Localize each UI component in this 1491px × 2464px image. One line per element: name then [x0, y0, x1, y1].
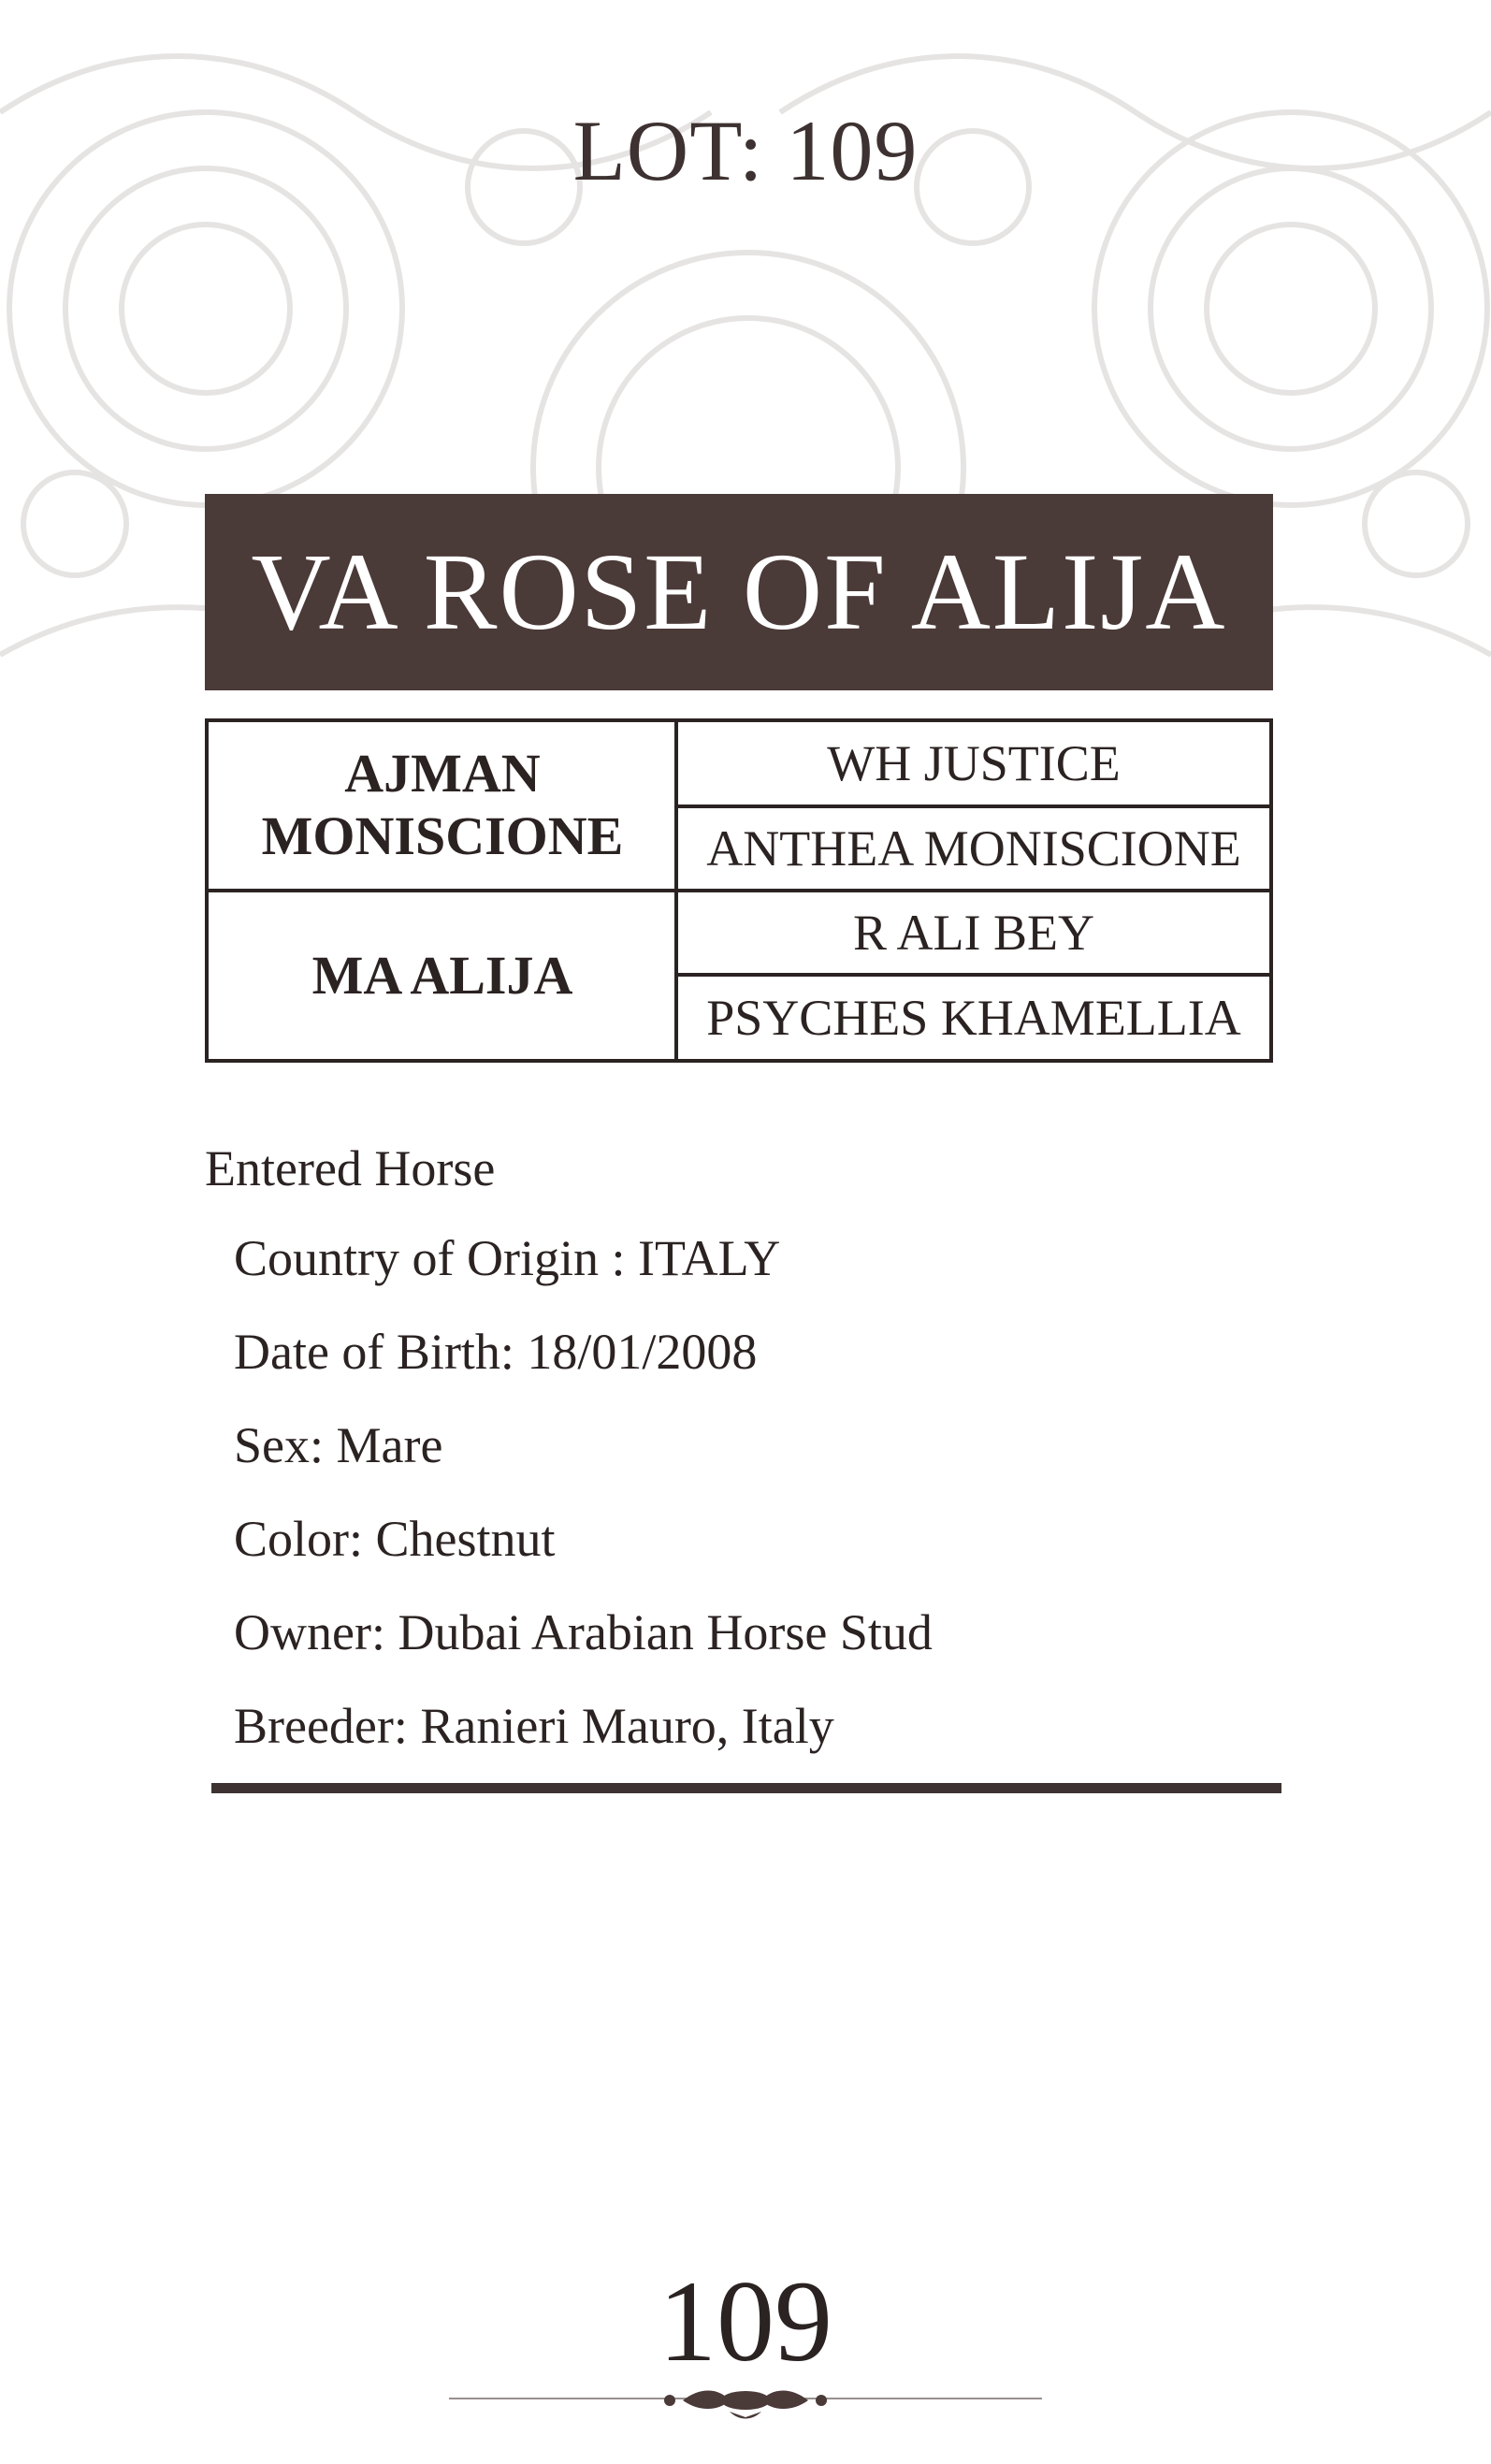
section-divider — [211, 1783, 1281, 1793]
sire-cell: AJMAN MONISCIONE — [209, 722, 676, 892]
sire-dam-cell: ANTHEA MONISCIONE — [678, 808, 1269, 892]
lot-number-heading: LOT: 109 — [572, 103, 919, 198]
date-of-birth: Date of Birth: 18/01/2008 — [234, 1324, 758, 1380]
sex: Sex: Mare — [234, 1417, 443, 1473]
color: Color: Chestnut — [234, 1511, 556, 1567]
ornament-flourish-icon — [449, 2385, 1042, 2423]
country-of-origin: Country of Origin : ITALY — [234, 1230, 781, 1286]
entered-horse-heading: Entered Horse — [205, 1140, 496, 1196]
pedigree-table — [205, 718, 1273, 1063]
page-number: 109 — [659, 2257, 832, 2385]
dam-cell: MA ALIJA — [311, 944, 573, 1006]
breeder: Breeder: Ranieri Mauro, Italy — [234, 1698, 834, 1754]
sire-sire-cell: WH JUSTICE — [678, 722, 1269, 808]
owner: Owner: Dubai Arabian Horse Stud — [234, 1604, 933, 1660]
dam-sire-cell: R ALI BEY — [678, 892, 1269, 977]
horse-details-list — [234, 1225, 933, 1787]
horse-name-banner: VA ROSE OF ALIJA — [205, 494, 1273, 690]
dam-dam-cell: PSYCHES KHAMELLIA — [706, 990, 1241, 1046]
